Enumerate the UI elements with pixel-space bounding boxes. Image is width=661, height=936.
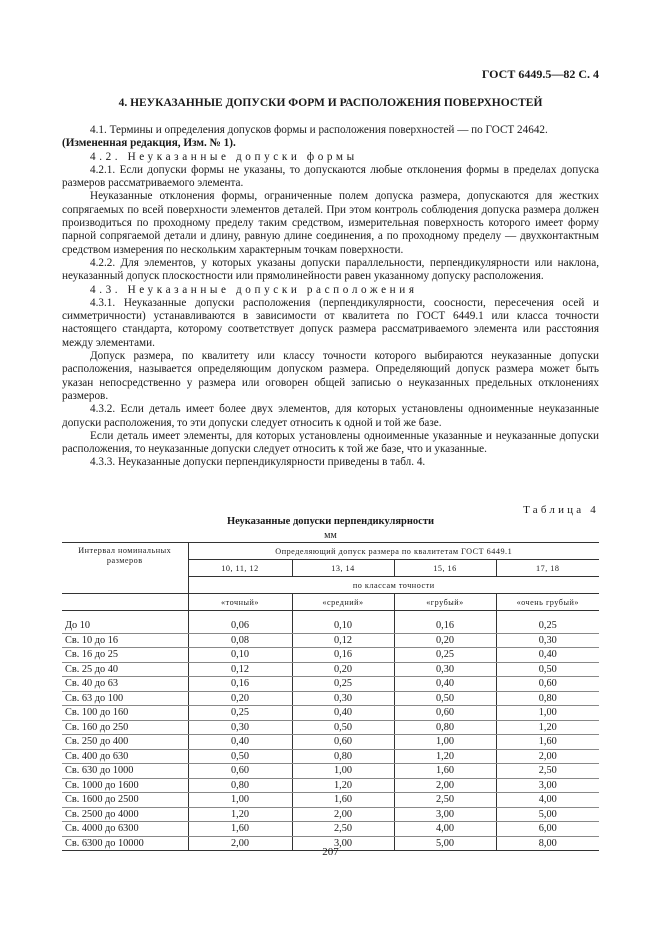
paragraph-4-2-1b: Неуказанные отклонения формы, ограниченные полем допуска размера, допускаются для жестких сопрягаемых по всей поверхности элементов деталей. При этом контроль соблюдения допуска размера должен производиться по проходному пределу таким средством, измерительная поверхность которого имеет форму парной сопрягаемой детали и длину, равную длине соединения, а по проходному пределу — двухконтактным средством измерения по нескольким характерным точкам поверхности. — [62, 190, 599, 256]
paragraph-4-3-1: 4.3.1. Неуказанные допуски расположения (перпендикулярности, соосности, пересечения осей и симметричности) устанавливаются в зависимости от квалитета по ГОСТ 6449.1 или класса точности настоящего стандарта, которому соответствует допуск размера рассматриваемого элемента или расстояния между элементами. — [62, 296, 599, 349]
range-cell: Св. 6300 до 10000 — [62, 836, 188, 851]
value-cell: 2,50 — [292, 822, 394, 837]
table-row — [62, 793, 599, 808]
range-cell: Св. 250 до 400 — [62, 735, 188, 750]
grade-header: 17, 18 — [496, 560, 599, 577]
value-cell: 1,60 — [394, 764, 496, 779]
range-cell: Св. 63 до 100 — [62, 691, 188, 706]
range-cell: Св. 4000 до 6300 — [62, 822, 188, 837]
value-cell: 0,25 — [188, 706, 292, 721]
value-cell: 3,00 — [292, 836, 394, 851]
table-row — [62, 778, 599, 793]
value-cell: 0,20 — [188, 691, 292, 706]
value-cell: 1,60 — [188, 822, 292, 837]
tolerance-table — [62, 542, 599, 851]
value-cell: 2,00 — [292, 807, 394, 822]
value-cell: 0,16 — [292, 648, 394, 663]
class-header: «очень грубый» — [496, 594, 599, 611]
table-row — [62, 807, 599, 822]
range-cell: Св. 630 до 1000 — [62, 764, 188, 779]
class-header: «грубый» — [394, 594, 496, 611]
range-cell: Св. 1000 до 1600 — [62, 778, 188, 793]
grade-header: 13, 14 — [292, 560, 394, 577]
value-cell: 1,20 — [292, 778, 394, 793]
value-cell: 5,00 — [394, 836, 496, 851]
value-cell: 0,30 — [496, 633, 599, 648]
table-row — [62, 749, 599, 764]
value-cell: 3,00 — [394, 807, 496, 822]
paragraph-4-2: 4.2. Неуказанные допуски формы — [90, 150, 358, 163]
value-cell: 3,00 — [496, 778, 599, 793]
range-cell: Св. 160 до 250 — [62, 720, 188, 735]
value-cell: 8,00 — [496, 836, 599, 851]
value-cell: 0,10 — [292, 619, 394, 633]
table-row — [62, 706, 599, 721]
paragraph-4-3-2: 4.3.2. Если деталь имеет более двух элементов, для которых установлены одноименные неуказанные допуски расположения, то эти допуски следует относить к одной и той же базе. — [62, 403, 599, 429]
interval-header: Интервал номинальных размеров — [62, 543, 188, 594]
value-cell: 2,00 — [496, 749, 599, 764]
value-cell: 0,60 — [188, 764, 292, 779]
value-cell: 0,50 — [394, 691, 496, 706]
value-cell: 0,08 — [188, 633, 292, 648]
value-cell: 2,50 — [394, 793, 496, 808]
value-cell: 1,00 — [292, 764, 394, 779]
value-cell: 4,00 — [496, 793, 599, 808]
value-cell: 1,00 — [188, 793, 292, 808]
section-title: 4. НЕУКАЗАННЫЕ ДОПУСКИ ФОРМ И РАСПОЛОЖЕНИЯ ПОВЕРХНОСТЕЙ — [118, 97, 543, 109]
range-cell: Св. 16 до 25 — [62, 648, 188, 663]
value-cell: 1,20 — [496, 720, 599, 735]
value-cell: 0,80 — [496, 691, 599, 706]
range-cell: До 10 — [62, 619, 188, 633]
value-cell: 1,20 — [188, 807, 292, 822]
value-cell: 4,00 — [394, 822, 496, 837]
table-row — [62, 662, 599, 677]
value-cell: 0,25 — [394, 648, 496, 663]
value-cell: 2,00 — [394, 778, 496, 793]
empty-header-cell — [62, 594, 188, 611]
value-cell: 2,50 — [496, 764, 599, 779]
grade-header: 15, 16 — [394, 560, 496, 577]
table-body — [62, 611, 599, 851]
value-cell: 0,06 — [188, 619, 292, 633]
value-cell: 0,80 — [188, 778, 292, 793]
value-cell: 0,40 — [394, 677, 496, 692]
class-header: «точный» — [188, 594, 292, 611]
value-cell: 1,00 — [394, 735, 496, 750]
value-cell: 1,60 — [292, 793, 394, 808]
value-cell: 0,30 — [188, 720, 292, 735]
table-title: Неуказанные допуски перпендикулярности — [226, 516, 435, 527]
value-cell: 0,12 — [188, 662, 292, 677]
value-cell: 6,00 — [496, 822, 599, 837]
range-cell: Св. 40 до 63 — [62, 677, 188, 692]
value-cell: 0,16 — [394, 619, 496, 633]
classes-header: по классам точности — [188, 577, 599, 594]
value-cell: 0,60 — [394, 706, 496, 721]
edition-note: (Измененная редакция, Изм. № 1). — [62, 137, 236, 150]
range-cell: Св. 2500 до 4000 — [62, 807, 188, 822]
table-row — [62, 648, 599, 663]
paragraph-4-3-1b: Допуск размера, по квалитету или классу точности которого выбираются неуказанные допуски расположения, называется определяющим допуском размера. Определяющий допуск размера может быть указан непосредственно у размера или оговорен общей записью о неуказанных предельных отклонениях размеров. — [62, 350, 599, 402]
table-row — [62, 822, 599, 837]
value-cell: 5,00 — [496, 807, 599, 822]
value-cell: 0,25 — [496, 619, 599, 633]
range-cell: Св. 25 до 40 — [62, 662, 188, 677]
value-cell: 0,40 — [188, 735, 292, 750]
value-cell: 0,60 — [496, 677, 599, 692]
value-cell: 0,12 — [292, 633, 394, 648]
value-cell: 1,20 — [394, 749, 496, 764]
value-cell: 0,80 — [292, 749, 394, 764]
value-cell: 0,50 — [496, 662, 599, 677]
value-cell: 0,16 — [188, 677, 292, 692]
value-cell: 0,40 — [292, 706, 394, 721]
table-unit: мм — [324, 530, 337, 541]
paragraph-4-3-2b: Если деталь имеет элементы, для которых установлены одноименные указанные и неуказанные допуски расположения, то неуказанные допуски следует относить к той же базе, что и указанные. — [62, 429, 599, 456]
value-cell: 2,00 — [188, 836, 292, 851]
paragraph-4-3: 4.3. Неуказанные допуски расположения — [90, 283, 418, 296]
paragraph-4-2-2: 4.2.2. Для элементов, у которых указаны допуски параллельности, перпендикулярности или наклона, неуказанный допуск плоскостности или прямолинейности равен указанному допуску расположения. — [62, 256, 599, 283]
value-cell: 1,60 — [496, 735, 599, 750]
body-text — [62, 124, 599, 470]
value-cell: 0,10 — [188, 648, 292, 663]
group-header: Определяющий допуск размера по квалитетам ГОСТ 6449.1 — [188, 543, 599, 560]
table-row — [62, 735, 599, 750]
value-cell: 1,00 — [496, 706, 599, 721]
paragraph-4-2-1: 4.2.1. Если допуски формы не указаны, то допускаются любые отклонения формы в пределах допуска размеров рассматриваемого элемента. — [62, 163, 599, 190]
value-cell: 0,30 — [394, 662, 496, 677]
table-caption: Таблица 4 — [523, 504, 599, 516]
range-cell: Св. 1600 до 2500 — [62, 793, 188, 808]
value-cell: 0,80 — [394, 720, 496, 735]
page-number: 207 — [322, 846, 339, 858]
paragraph-4-1: 4.1. Термины и определения допусков формы и расположения поверхностей — по ГОСТ 24642. — [90, 124, 548, 136]
range-cell: Св. 400 до 630 — [62, 749, 188, 764]
value-cell: 0,60 — [292, 735, 394, 750]
range-cell: Св. 10 до 16 — [62, 633, 188, 648]
table-row — [62, 764, 599, 779]
value-cell: 0,50 — [188, 749, 292, 764]
table-row — [62, 677, 599, 692]
table-row — [62, 720, 599, 735]
value-cell: 0,20 — [394, 633, 496, 648]
table-row — [62, 619, 599, 633]
value-cell: 0,25 — [292, 677, 394, 692]
page-header: ГОСТ 6449.5—82 С. 4 — [481, 67, 599, 81]
class-header: «средний» — [292, 594, 394, 611]
table-row — [62, 633, 599, 648]
range-cell: Св. 100 до 160 — [62, 706, 188, 721]
value-cell: 0,20 — [292, 662, 394, 677]
value-cell: 0,50 — [292, 720, 394, 735]
value-cell: 0,40 — [496, 648, 599, 663]
paragraph-4-3-3: 4.3.3. Неуказанные допуски перпендикулярности приведены в табл. 4. — [90, 456, 426, 469]
grade-header: 10, 11, 12 — [188, 560, 292, 577]
table-row — [62, 691, 599, 706]
value-cell: 0,30 — [292, 691, 394, 706]
